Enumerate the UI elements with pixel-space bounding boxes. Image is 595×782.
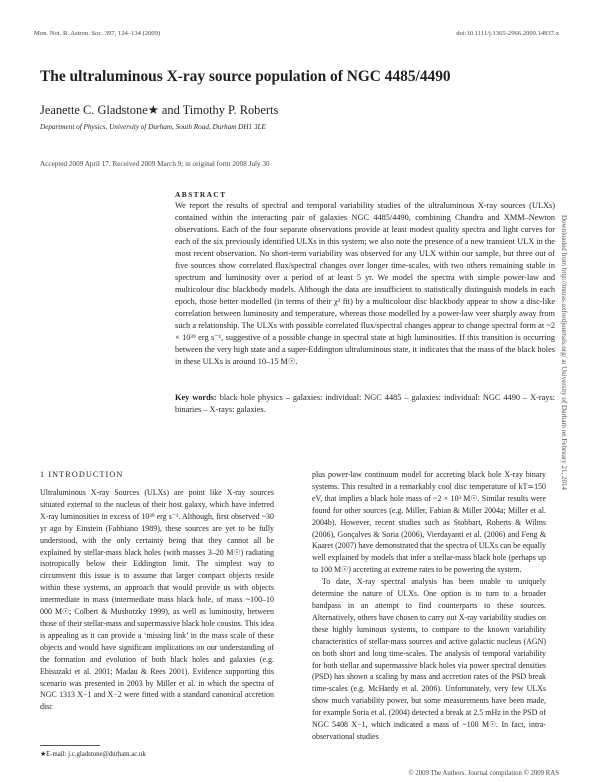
section-heading: 1 INTRODUCTION — [40, 470, 124, 479]
left-column — [40, 487, 274, 713]
affiliation: Department of Physics, University of Durham, South Road, Durham DH1 3LE — [40, 123, 266, 131]
abstract-text: We report the results of spectral and temporal variability studies of the ultraluminous X-ray sources (ULXs) contained within the interacting pair of galaxies NGC 4485/4490, combining Chandra and XMM–Newton observations. Each of the four separate observations provide at least modest quality spectra and light curves for each of the six previously identified ULXs in this system; we also note the presence of a new transient ULX in the most recent observation. No short-term variability was observed for any ULX within our sample, but three out of five sources show correlated flux/spectral changes over longer time-scales, with two others remaining stable in spectrum and luminosity over a period of at least 5 yr. We model the spectra with simple power-law and multicolour disc blackbody models. Although the data are insufficient to statistically distinguish models in each epoch, those better modelled (in terms of their χ² fit) by a multicolour disc blackbody appear to show a disc-like correlation between luminosity and temperature, whereas those modelled by a power-law veer sharply away from such a relationship. The ULXs with possible correlated flux/spectral changes appear to change spectral form at ~2 × 10³⁹ erg s⁻¹, suggestive of a possible change in spectral state at high luminosities. If this transition is occurring between the very high state and a super-Eddington ultraluminous state, it indicates that the mass of the black holes in these ULXs is around 10–15 M☉. — [175, 201, 555, 366]
footnote-email[interactable]: ★E-mail: j.c.gladstone@durham.ac.uk — [40, 751, 146, 758]
footnote-rule — [40, 745, 100, 746]
journal-citation: Mon. Not. R. Astron. Soc. 397, 124–134 (2009) — [34, 30, 161, 37]
intro-paragraph-3: To date, X-ray spectral analysis has been unable to uniquely determine the nature of ULXs. One option is to turn to a broader bandpass in an attempt to find counterparts to these sources. Alternatively, others have chosen to carry out X-ray variability studies on these highly luminous systems, to compare to the known variability characteristics of stellar-mass sources and active galactic nucleus (AGN) on both short and long time-scales. The analysis of temporal variability for both stellar and supermassive black holes via power spectral densities (PSD) has shown a scaling by mass and accretion rates of the PSD break time-scales (e.g. McHardy et al. 2006). Unfortunately, very few ULXs show much variability power, but some measurements have been made, for example Soria et al. (2004) detected a break at 2.5 mHz in the PSD of NGC 5408 X−1, which indicated a mass of ~100 M☉. In fact, intra-observational studies — [312, 577, 546, 741]
intro-paragraph-2: plus power-law continuum model for accreting black hole X-ray binary systems. This resulted in a remarkably cool disc temperature of kT≃150 eV, that implies a black hole mass of ~2 × 10³ M☉. Similar results were found for other sources (e.g. Miller, Fabian & Miller 2004a; Miller et al. 2004b). However, recent studies such as Stobbart, Roberts & Wilms (2006), Gonçalves & Soria (2006), Vierdayanti et al. (2006) and Feng & Kaaret (2007) have demonstrated that the spectra of ULXs can be equally well explained by models that infer a stellar-mass black hole (perhaps up to 100 M☉) accreting at extreme rates to be powering the system. — [312, 470, 546, 575]
copyright-line: © 2009 The Authors. Journal compilation © 2009 RAS — [408, 770, 559, 777]
author-list: Jeanette C. Gladstone★ and Timothy P. Roberts — [40, 103, 279, 117]
submission-dates: Accepted 2009 April 17. Received 2009 March 9; in original form 2008 July 30 — [40, 160, 270, 168]
abstract-body — [175, 200, 555, 368]
abstract-heading: ABSTRACT — [175, 190, 227, 199]
right-column — [312, 469, 546, 743]
paper-title: The ultraluminous X-ray source population of NGC 4485/4490 — [40, 68, 451, 85]
keywords — [175, 392, 555, 416]
keywords-label: Key words: — [175, 393, 217, 402]
intro-paragraph-1: Ultraluminous X-ray Sources (ULXs) are point like X-ray sources situated external to the nucleus of their host galaxy, which have inferred X-ray luminosities in excess of 10³⁹ erg s⁻¹. Although, first observed ~30 yr ago by Einstein (Fabbiano 1989), these sources are yet to be fully understood, with the only certainty being that they cannot all be explained by stellar-mass black holes (with masses 3–20 M☉) radiating isotropically below their Eddington limit. The simplest way to circumvent this issue is to assume that larger compact objects reside within these systems, an approach that would provide us with objects intermediate in mass (intermediate mass black hole, of mass ~100–10 000 M☉; Colbert & Mushotzky 1999), as well as luminosity, between those of their stellar-mass and supermassive black hole cousins. This idea is appealing as it can provide a ‘missing link’ in the mass scale of these objects and would have significant implications on our understanding of the formation and evolution of both black holes and galaxies (e.g. Ebisuzaki et al. 2001; Madau & Rees 2001). Evidence supporting this scenario was presented in 2003 by Miller et al. in which the spectra of NGC 1313 X−1 and X−2 were fitted with a standard canonical accretion disc — [40, 488, 274, 712]
doi-link[interactable]: doi:10.1111/j.1365-2966.2009.14937.x — [456, 30, 559, 37]
keywords-text: black hole physics – galaxies: individual: NGC 4485 – galaxies: individual: NGC 4490 – X-rays: binaries – X-rays: galaxies. — [175, 393, 555, 414]
download-side-note: Downloaded from http://mnras.oxfordjournals.org/ at University of Durham on February 21, 2014 — [560, 215, 568, 490]
